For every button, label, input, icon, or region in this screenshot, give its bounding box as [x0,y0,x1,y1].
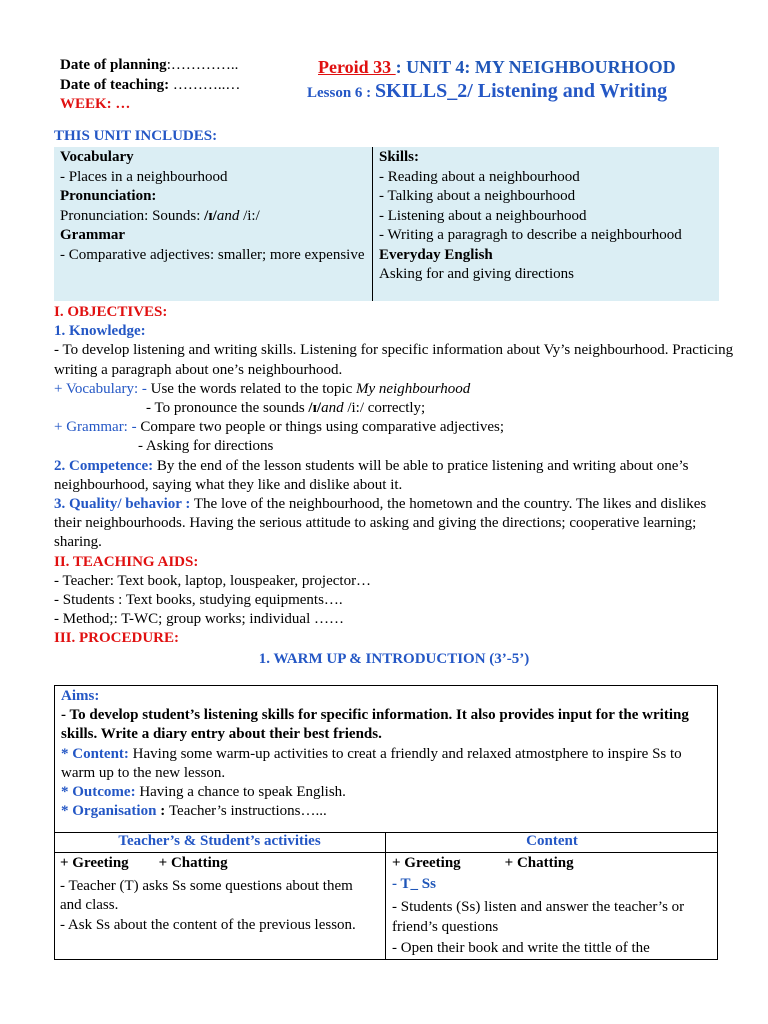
grammar-item: - Comparative adjectives: smaller; more expensive [60,246,365,263]
everyday-english-item: Asking for and giving directions [379,266,574,282]
page-title [318,57,676,78]
grammar-objective: + Grammar: - Compare two people or things using comparative adjectives; [54,419,505,436]
warmup-heading: 1. WARM UP & INTRODUCTION (3’-5’) [258,650,530,667]
aims-label: Aims: [61,688,100,704]
table-cell-content [392,854,714,958]
teaching-aid-item: - Teacher: Text book, laptop, louspeaker, projector… [54,572,372,589]
quality-objective: 3. Quality/ behavior : The love of the neighbourhood, the hometown and the country. The likes and dislikes their neighbourhoods. Having the serious attitude to asking and giving the directions; cooperative learning; sharing. [54,496,707,551]
knowledge-heading: 1. Knowledge: [54,323,146,340]
unit-title: : UNIT 4: MY NEIGHBOURHOOD [395,57,676,77]
date-of-teaching: Date of teaching: ………..… [60,76,241,93]
grammar-objective-2: - Asking for directions [138,438,274,455]
vocabulary-objective: + Vocabulary: - Use the words related to the topic My neighbourhood [54,380,471,397]
table-cell-activities [60,854,378,935]
aims-box [54,685,718,833]
greeting-chatting-row: + Greeting + Chatting [60,855,228,871]
aims-text: - To develop student’s listening skills for specific information. It also provides input for the writing skills. Write a diary entry about their best friends. [61,707,689,743]
activity-text: - Teacher (T) asks Ss some questions about them and class. [60,878,353,914]
content-text: - Open their book and write the tittle of the [392,939,650,956]
skill-item: - Writing a paragragh to describe a neighbourhood [379,227,682,243]
teaching-aid-item: - Method;: T-WC; group works; individual …… [54,611,344,628]
aims-content: * Content: Having some warm-up activities to creat a friendly and relaxed atmostphere to inspire Ss to warm up to the new lesson. [61,745,682,781]
activity-text: - Ask Ss about the content of the previous lesson. [60,916,356,933]
vocabulary-heading: Vocabulary [60,149,134,165]
planning-dates [60,56,240,115]
table-header-divider [54,852,718,853]
teaching-aids-heading: II. TEACHING AIDS: [54,553,199,570]
grammar-heading: Grammar [60,227,125,243]
vocabulary-item: - Places in a neighbourhood [60,168,228,185]
date-of-planning: Date of planning:………….. [60,57,239,73]
teacher-students-label: - T_ Ss [392,876,436,893]
unit-includes-label: THIS UNIT INCLUDES: [54,128,218,144]
objectives-heading: I. OBJECTIVES: [54,304,168,320]
teaching-aid-item: - Students : Text books, studying equipments…. [54,592,343,609]
pronunciation-heading: Pronunciation: [60,188,157,204]
everyday-english-heading: Everyday English [379,246,493,263]
pronunciation-objective: - To pronounce the sounds /ɪ/and /i:/ correctly; [146,400,426,417]
lesson-body [54,303,734,669]
skills-heading: Skills: [379,149,420,165]
content-text: - Students (Ss) listen and answer the teacher’s or friend’s questions [392,899,685,935]
skill-item: - Reading about a neighbourhood [379,168,580,185]
knowledge-text: - To develop listening and writing skills. Listening for specific information about Vy’s neighbourhood. Practicing writing a paragraph about one’s neighbourhood. [54,342,734,378]
lesson-title: Lesson 6 : SKILLS_2/ Listening and Writing [307,80,668,102]
unit-includes-divider [372,147,373,301]
greeting-chatting-row: + Greeting + Chatting [392,855,574,871]
week-label: WEEK: … [60,96,131,112]
unit-includes-left-column [60,148,366,265]
unit-includes-right-column [379,148,717,285]
aims-outcome: * Outcome: Having a chance to speak English. [61,784,346,801]
procedure-heading: III. PROCEDURE: [54,630,180,647]
competence-objective: 2. Competence: By the end of the lesson students will be able to pratice listening and writing about one’s neighbourhood, saying what they like and dislike about it. [54,457,689,493]
table-header-activities: Teacher’s & Student’s activities [118,833,321,849]
table-header-content: Content [526,833,578,849]
period-number: Peroid 33 [318,57,396,77]
skill-item: - Talking about a neighbourhood [379,188,576,204]
pronunciation-item: Pronunciation: Sounds: /ɪ/and /i:/ [60,207,260,224]
skill-item: - Listening about a neighbourhood [379,207,587,224]
aims-organisation: * Organisation : Teacher’s instructions…... [61,803,327,820]
